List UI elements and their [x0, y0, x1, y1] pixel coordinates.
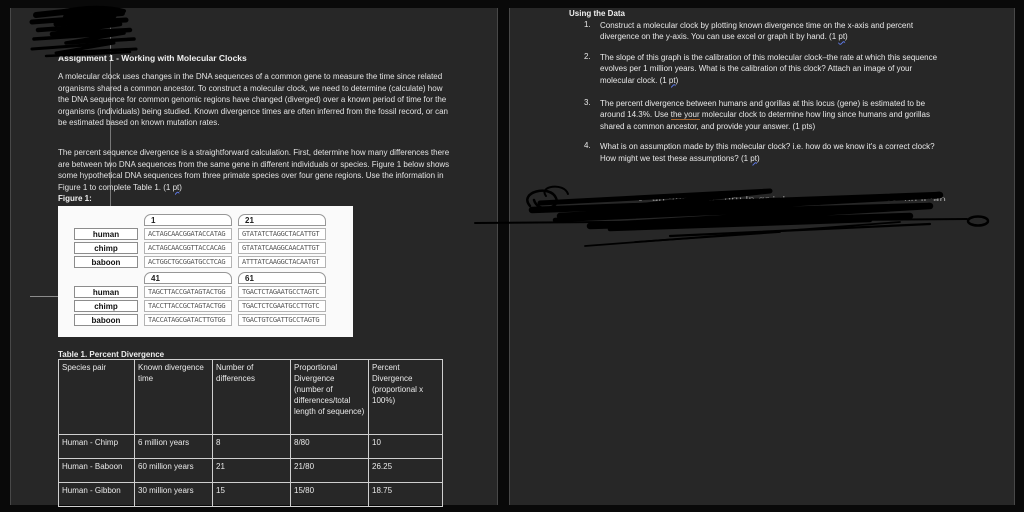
percent-divergence-paragraph: [58, 147, 450, 193]
table-row: [59, 483, 443, 507]
figure-grids: [74, 214, 353, 326]
table-cell: 8: [213, 435, 291, 459]
question-number: 3.: [584, 98, 591, 108]
table-cell: 10: [369, 435, 443, 459]
table-header-cell: Percent Divergence (proportional x 100%): [369, 360, 443, 435]
sequence-position-tab: 41: [144, 272, 232, 284]
question-text: Construct a molecular clock by plotting known divergence time on the x-axis and percent divergence on the y-axis. You can use excel or graph it by hand. (1 pt): [600, 21, 914, 42]
dna-sequence: TGACTCTCGAATGCCTTGTC: [238, 300, 326, 312]
spellcheck-underlined-word: pt: [838, 32, 846, 42]
dna-sequence: TGACTCTAGAATGCCTAGTC: [238, 286, 326, 298]
intro-paragraph: A molecular clock uses changes in the DNA sequences of a common gene to measure the time since related organisms shared a common ancestor. To construct a molecular clock, we need to determine (calculate) how the DNA sequence for common genomic regions have changed (diverged) over a known period of time for the organisms (individuals) being studied. Known divergence times are often inferred from the fossil record, or can be estimated based on known mutation rates.: [58, 72, 448, 128]
table-cell: 30 million years: [135, 483, 213, 507]
species-label: chimp: [74, 242, 138, 254]
grammar-underlined-words: the your: [670, 110, 700, 120]
question-number: 4.: [584, 141, 591, 151]
figure-band: [74, 272, 353, 326]
table-cell: 21: [213, 459, 291, 483]
question-item: [584, 98, 948, 132]
table-row: [59, 459, 443, 483]
figure-label: Figure 1:: [58, 194, 92, 203]
question-number: 2.: [584, 51, 591, 61]
paragraph-text: The percent sequence divergence is a straightforward calculation. First, determine how many differences there are between two DNA sequences from the same gene in different individuals or species. Figure 1 below shows some hypothetical DNA sequences from three primate species over four gene regions. Use the information in Figure 1 to complete Table 1. (1: [58, 148, 450, 192]
question-text: What is on assumption made by this molecular clock? i.e. how do we know it's a correct clock? How might we test these assumptions? (1 pt): [600, 142, 935, 163]
dna-sequence: TGACTGTCGATTGCCTAGTG: [238, 314, 326, 326]
table-header-cell: Species pair: [59, 360, 135, 435]
question-text: The percent divergence between humans and gorillas at this locus (gene) is estimated to be around 14.3%. Use the your molecular clock to determine how ling since humans and gorillas shared a common ancestor, and provide your answer. (1 pts): [600, 99, 930, 131]
table-cell: 21/80: [291, 459, 369, 483]
question-text: The slope of this graph is the calibration of this molecular clock–the rate at which this sequence evolves per 1 million years. What is the calibration of this clock? Attach an image of your molecular clock. (1 pt): [600, 52, 938, 85]
question-item: [584, 20, 948, 43]
sequence-position-tab: 21: [238, 214, 326, 226]
spellcheck-underlined-word: pt: [750, 153, 757, 163]
figure-spacer: [74, 272, 138, 284]
question-item: [584, 141, 948, 164]
table-caption: Table 1. Percent Divergence: [58, 350, 165, 359]
table-cell: 60 million years: [135, 459, 213, 483]
paragraph-text-end: ): [179, 182, 182, 192]
dna-sequence: ACTGGCTGCGGATGCCTCAG: [144, 256, 232, 268]
table-cell: 15/80: [291, 483, 369, 507]
table-header-cell: Number of differences: [213, 360, 291, 435]
sequence-position-tab: 1: [144, 214, 232, 226]
table-cell: 26.25: [369, 459, 443, 483]
table-header-row: [59, 360, 443, 435]
question-number: 1.: [584, 20, 591, 29]
species-label: human: [74, 286, 138, 298]
dna-sequence: GTATATCAAGGCAACATTGT: [238, 242, 326, 254]
table-cell: Human - Gibbon: [59, 483, 135, 507]
dna-sequence: TAGCTTACCGATAGTACTGG: [144, 286, 232, 298]
document-page-1: [10, 8, 498, 505]
figure-1-dna-sequences: [58, 206, 353, 337]
table-cell: 8/80: [291, 435, 369, 459]
dna-sequence: ACTAGCAACGGATACCATAG: [144, 228, 232, 240]
dna-sequence: ATTTATCAAGGCTACAATGT: [238, 256, 326, 268]
illegible-text-fragment: were: [70, 31, 85, 38]
figure-band: [74, 214, 353, 268]
comment-anchor-horizontal-line: [30, 296, 59, 297]
spellcheck-underlined-word: pt: [172, 182, 180, 192]
questions-list: [584, 20, 948, 173]
table-cell: Human - Baboon: [59, 459, 135, 483]
table-cell: Human - Chimp: [59, 435, 135, 459]
species-label: baboon: [74, 256, 138, 268]
table-cell: 6 million years: [135, 435, 213, 459]
dna-sequence: TACCTTACCGCTAGTACTGG: [144, 300, 232, 312]
table-header-cell: Known divergence time: [135, 360, 213, 435]
sequence-position-tab: 61: [238, 272, 326, 284]
table-cell: 18.75: [369, 483, 443, 507]
dna-sequence: ACTAGCAACGGTTACCACAG: [144, 242, 232, 254]
figure-spacer: [74, 214, 138, 226]
table-body: [59, 435, 443, 507]
dna-sequence: TACCATAGCGATACTTGTGG: [144, 314, 232, 326]
species-label: human: [74, 228, 138, 240]
using-the-data-heading: Using the Data: [569, 9, 626, 18]
table-cell: 15: [213, 483, 291, 507]
dna-sequence: GTATATCTAGGCTACATTGT: [238, 228, 326, 240]
question-item: [584, 52, 948, 86]
illegible-text-fragment: ·· t · an ·fe· ·m ·g,' gru ln gr i d· ·c un nin / t un 1150 ·nn ll··an: [628, 196, 947, 203]
percent-divergence-table: [58, 359, 443, 507]
illegible-text-fragment: ...sut: [90, 21, 106, 28]
species-label: chimp: [74, 300, 138, 312]
table-row: [59, 435, 443, 459]
assignment-title: Assignment 1 - Working with Molecular Clocks: [58, 53, 247, 63]
document-page-2: [509, 8, 1015, 505]
species-label: baboon: [74, 314, 138, 326]
table-header-cell: Proportional Divergence (number of differences/total length of sequence): [291, 360, 369, 435]
spellcheck-underlined-word: pt: [668, 75, 676, 85]
